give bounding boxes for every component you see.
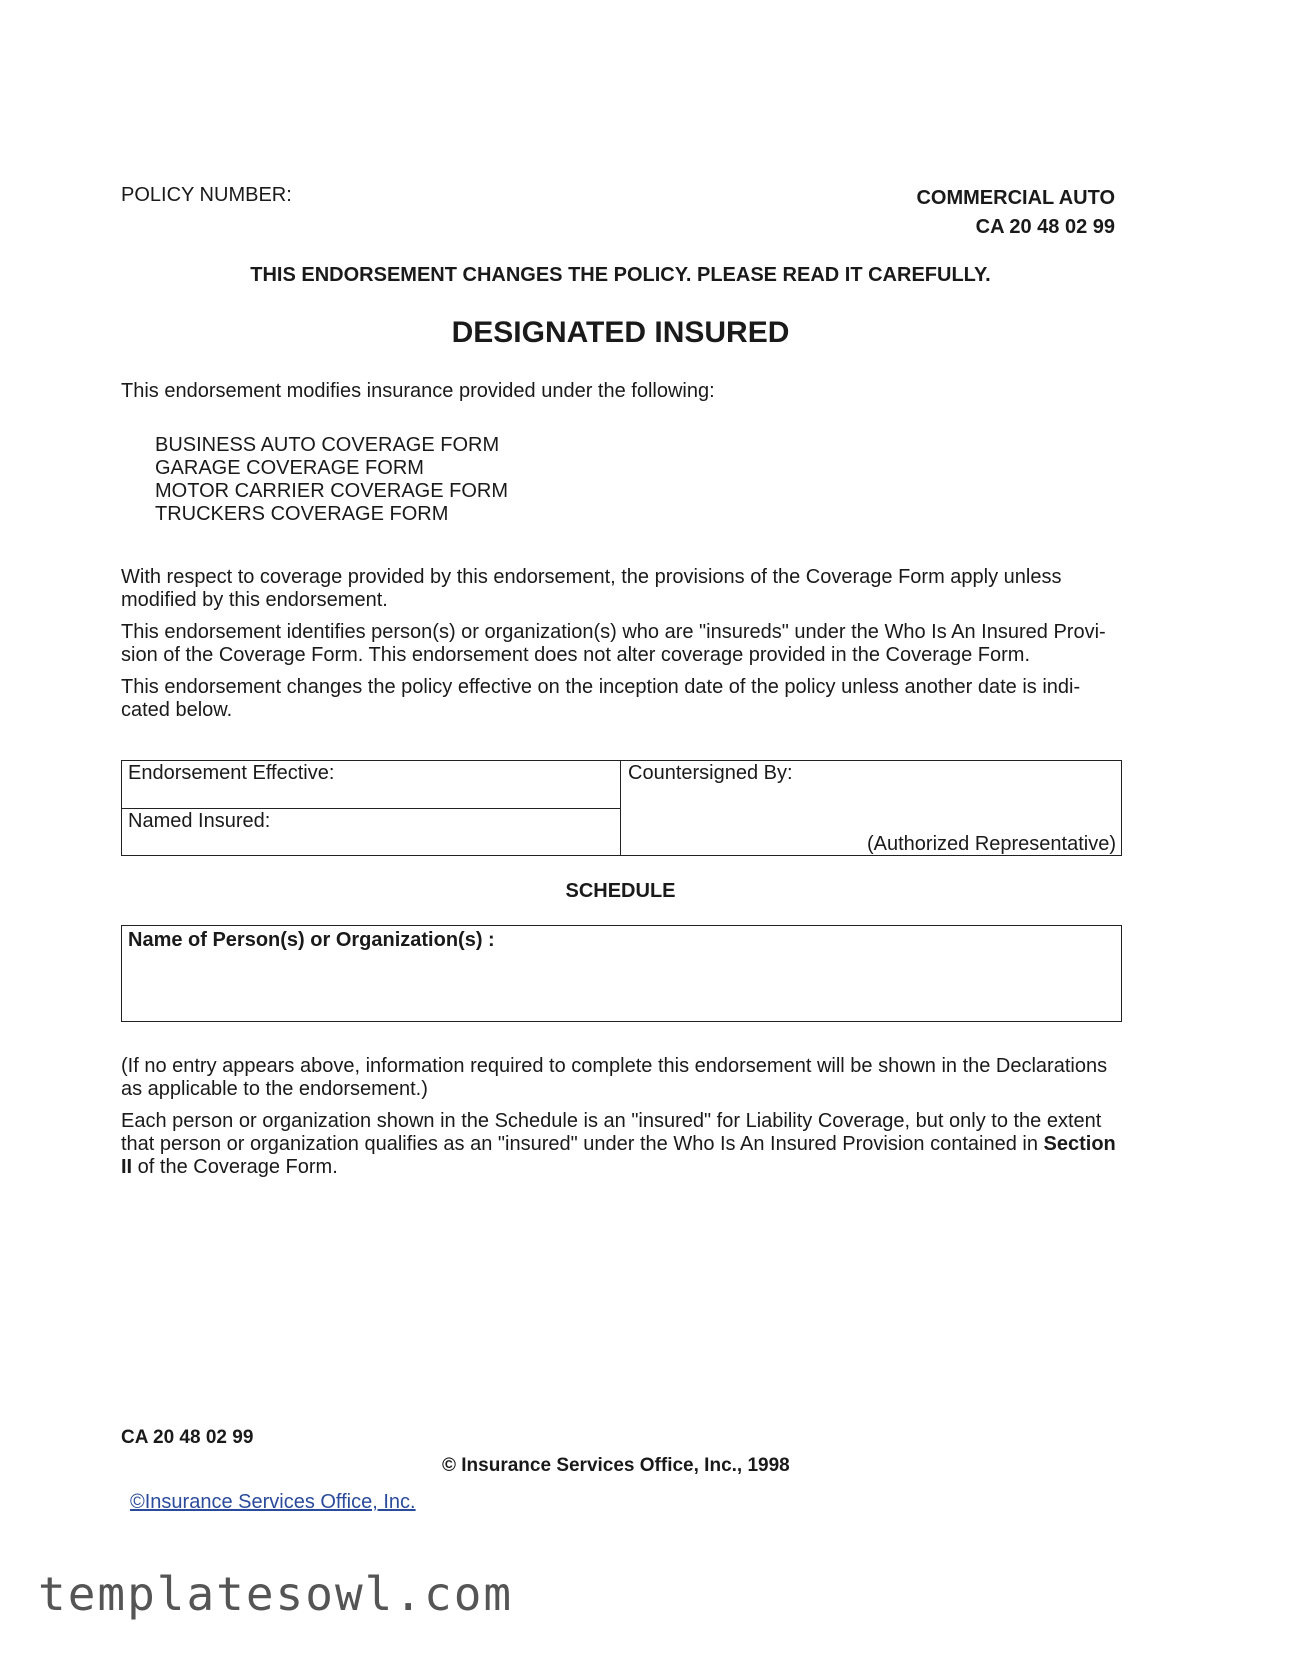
authorized-representative-label: (Authorized Representative): [866, 833, 1116, 855]
line-of-business: COMMERCIAL AUTO: [916, 187, 1115, 209]
schedule-name-field[interactable]: [121, 925, 1122, 1022]
endorsement-effective-label: Endorsement Effective:: [128, 762, 335, 784]
named-insured-label: Named Insured:: [128, 810, 271, 832]
endorsement-effective-field[interactable]: [122, 761, 621, 809]
list-item: MOTOR CARRIER COVERAGE FORM: [155, 480, 508, 502]
section-reference: Section II: [121, 1133, 1116, 1178]
footer-copyright: © Insurance Services Office, Inc., 1998: [442, 1455, 790, 1476]
paragraph: This endorsement identifies person(s) or organization(s) who are "insureds" under the Who Is An Insured Provi-sion of the Coverage Form. This endorsement does not alter coverage provided in the Coverage Form.: [121, 621, 1106, 666]
page-title: DESIGNATED INSURED: [451, 316, 790, 349]
countersigned-by-label: Countersigned By:: [628, 762, 793, 784]
intro-paragraphs: [121, 566, 1121, 731]
schedule-name-label: Name of Person(s) or Organization(s) :: [128, 929, 495, 951]
schedule-heading: SCHEDULE: [565, 880, 676, 902]
endorsement-info-box: [121, 760, 1122, 856]
declarations-note: (If no entry appears above, information required to complete this endorsement will be shown in the Declarations as applicable to the endorsement.): [121, 1055, 1108, 1100]
named-insured-field[interactable]: [122, 809, 621, 855]
endorsement-notice: THIS ENDORSEMENT CHANGES THE POLICY. PLEASE READ IT CAREFULLY.: [250, 264, 991, 286]
coverage-text: Each person or organization shown in the Schedule is an "insured" for Liability Coverage, but only to the extent that person or organization qualifies as an "insured" under the Who Is An Insured Provision contained in: [121, 1110, 1102, 1155]
coverage-text-end: of the Coverage Form.: [132, 1156, 338, 1178]
modifies-text: This endorsement modifies insurance provided under the following:: [121, 380, 715, 402]
policy-number-label: POLICY NUMBER:: [121, 184, 292, 206]
coverage-paragraph: [121, 1110, 1131, 1179]
list-item: BUSINESS AUTO COVERAGE FORM: [155, 434, 500, 456]
coverage-form-list: [155, 434, 508, 526]
paragraph: With respect to coverage provided by this endorsement, the provisions of the Coverage Form apply unless modified by this endorsement.: [121, 566, 1062, 611]
form-header: [916, 184, 1115, 242]
watermark: templatesowl.com: [38, 1567, 514, 1621]
schedule-notes: [121, 1055, 1131, 1188]
copyright-link[interactable]: ©Insurance Services Office, Inc.: [130, 1491, 416, 1513]
form-code: CA 20 48 02 99: [975, 216, 1115, 238]
list-item: TRUCKERS COVERAGE FORM: [155, 503, 449, 525]
footer-form-code: CA 20 48 02 99: [121, 1427, 254, 1448]
paragraph: This endorsement changes the policy effective on the inception date of the policy unless another date is indi-cated below.: [121, 676, 1081, 721]
list-item: GARAGE COVERAGE FORM: [155, 457, 424, 479]
